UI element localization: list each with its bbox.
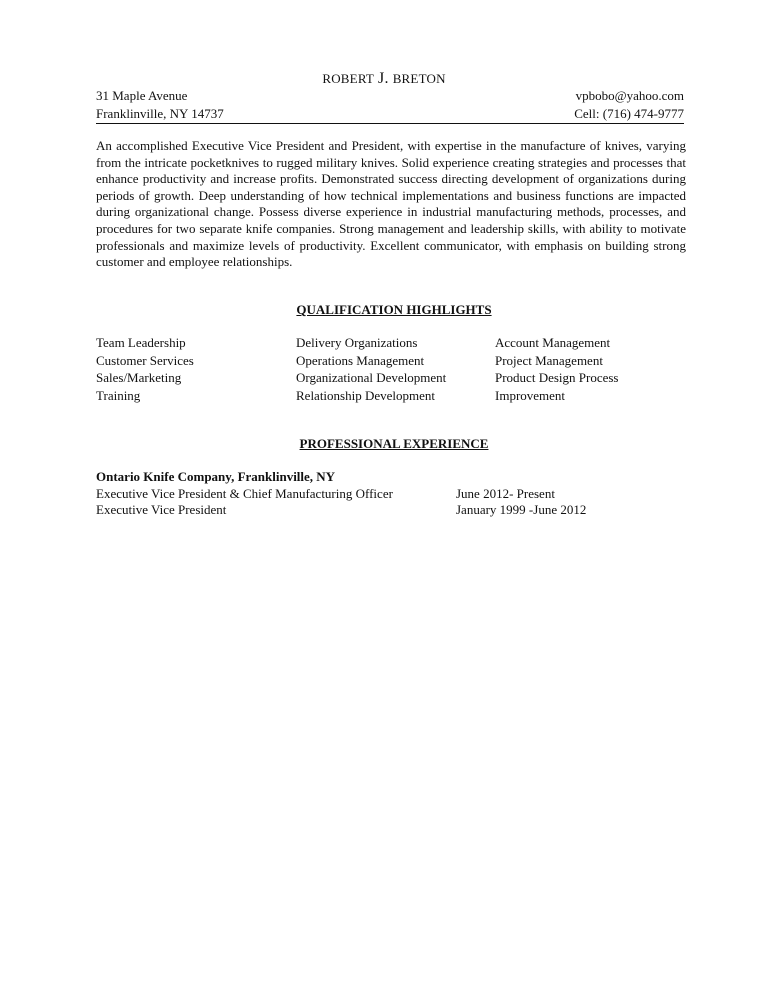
- address-line-2: Franklinville, NY 14737: [96, 106, 224, 121]
- skill-item: Project Management: [495, 352, 603, 368]
- phone-number: Cell: (716) 474-9777: [574, 106, 684, 121]
- skill-item: Operations Management: [296, 352, 425, 368]
- job-dates: January 1999 -June 2012: [456, 502, 587, 517]
- last-name: BRETON: [392, 71, 446, 86]
- summary-paragraph: An accomplished Executive Vice President and President, with expertise in the manufacture of knives, varying from the intricate pocketknives to rugged military knives. Solid experience creating strategies and processes that enhance productivity and increase profits. Demonstrated success directing development of organizations during periods of growth. Deep understanding of how technical implementations and business functions are impacted during organizational change. Possess diverse experience in industrial manufacturing methods, processes, and procedures for two separate knife companies. Strong management and leadership skills, with ability to motivate professionals and maximize levels of productivity. Excellent communicator, with emphasis on building strong customer and employee relationships.: [96, 138, 686, 270]
- skills-column-2: [296, 334, 446, 404]
- skill-item: Relationship Development: [296, 387, 436, 403]
- company-name: Ontario Knife Company, Franklinville, NY: [96, 469, 336, 484]
- email-address: vpbobo@yahoo.com: [575, 88, 684, 103]
- job-title: Executive Vice President & Chief Manufacturing Officer: [96, 486, 393, 501]
- job-title: Executive Vice President: [96, 502, 227, 517]
- contact-row-2: [96, 106, 684, 122]
- job-dates: June 2012- Present: [456, 486, 555, 501]
- skill-item: Improvement: [495, 387, 566, 403]
- experience-heading: PROFESSIONAL EXPERIENCE: [299, 436, 489, 451]
- skills-column-1: [96, 334, 194, 404]
- skills-column-3: [495, 334, 619, 404]
- skill-item: Team Leadership: [96, 335, 186, 350]
- skill-item: Training: [96, 387, 141, 403]
- skill-item: Product Design Process: [495, 370, 619, 385]
- skill-item: Delivery Organizations: [296, 335, 418, 350]
- candidate-name: [0, 70, 768, 88]
- contact-row-1: [96, 88, 684, 104]
- skill-item: Account Management: [495, 335, 611, 350]
- skill-item: Organizational Development: [296, 370, 447, 385]
- skill-item: Customer Services: [96, 352, 194, 368]
- header-divider: [96, 123, 684, 124]
- address-line-1: 31 Maple Avenue: [96, 88, 188, 103]
- first-name: ROBERT: [322, 71, 375, 86]
- middle-initial: J.: [378, 70, 389, 87]
- qualifications-heading: QUALIFICATION HIGHLIGHTS: [296, 302, 492, 317]
- skill-item: Sales/Marketing: [96, 370, 182, 385]
